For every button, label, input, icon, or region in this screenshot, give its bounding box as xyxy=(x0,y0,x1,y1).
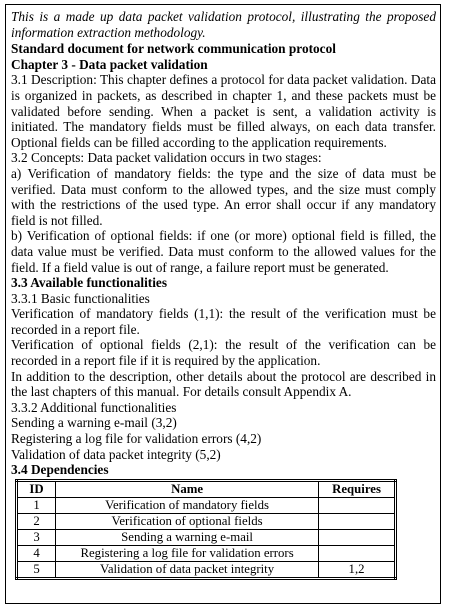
header-id: ID xyxy=(17,480,56,497)
row-name: Registering a log file for validation errors xyxy=(56,545,319,561)
header-name: Name xyxy=(56,480,319,497)
additional-functionality-2: Registering a log file for validation errors (4,2) xyxy=(11,431,262,447)
intro-note: This is a made up data packet validation protocol, illustrating the proposed information extraction methodology. xyxy=(11,9,436,40)
section-3-3-heading: 3.3 Available functionalities xyxy=(11,275,167,291)
concept-a-mandatory: a) Verification of mandatory fields: the type and the size of data must be verified. Data must conform to the allowed types, and the size must comply with the restrictions of the used type. An error shall occur if any mandatory field is not filled. xyxy=(11,165,436,228)
row-name: Sending a warning e-mail xyxy=(56,529,319,545)
basic-functionality-1: Verification of mandatory fields (1,1): the result of the verification must be recorded in a report file. xyxy=(11,306,436,337)
additional-details-note: In addition to the description, other details about the protocol are described in the last chapters of this manual. For details consult Appendix A. xyxy=(11,368,436,400)
row-name: Verification of optional fields xyxy=(56,513,319,529)
row-name: Verification of mandatory fields xyxy=(56,497,319,513)
section-3-3-1-heading: 3.3.1 Basic functionalities xyxy=(11,290,150,306)
table-row xyxy=(17,529,396,545)
dependencies-table xyxy=(15,479,397,580)
section-3-1-description: 3.1 Description: This chapter defines a protocol for data packet validation. Data is organized in packets, as described in chapter 1, and these packets must be validated before sending. When a packet is sent, a validation activity is initiated. The mandatory fields must be filled always, on each data transfer. Optional fields can be filled according to the application requirements. xyxy=(11,72,436,150)
row-id: 5 xyxy=(17,561,56,578)
row-id: 2 xyxy=(17,513,56,529)
document-title: Standard document for network communication protocol xyxy=(11,41,336,57)
row-requires xyxy=(319,513,396,529)
additional-functionality-3: Validation of data packet integrity (5,2) xyxy=(11,446,221,462)
section-3-4-heading: 3.4 Dependencies xyxy=(11,462,109,478)
section-3-2-concepts: 3.2 Concepts: Data packet validation occurs in two stages: xyxy=(11,150,322,166)
table-row xyxy=(17,545,396,561)
row-name: Validation of data packet integrity xyxy=(56,561,319,578)
row-requires xyxy=(319,545,396,561)
chapter-title: Chapter 3 - Data packet validation xyxy=(11,56,208,72)
section-3-3-2-heading: 3.3.2 Additional functionalities xyxy=(11,399,177,415)
row-requires xyxy=(319,529,396,545)
row-requires xyxy=(319,497,396,513)
table-row xyxy=(17,497,396,513)
row-requires: 1,2 xyxy=(319,561,396,578)
additional-functionality-1: Sending a warning e-mail (3,2) xyxy=(11,415,177,431)
table-row xyxy=(17,513,396,529)
document-frame xyxy=(5,4,441,604)
row-id: 4 xyxy=(17,545,56,561)
table-header-row xyxy=(17,480,396,497)
concept-b-optional: b) Verification of optional fields: if one (or more) optional field is filled, the data value must be verified. Data must conform to the allowed values for the field. If a field value is out of range, a failure report must be generated. xyxy=(11,228,436,275)
header-requires: Requires xyxy=(319,480,396,497)
row-id: 3 xyxy=(17,529,56,545)
table-row xyxy=(17,561,396,578)
basic-functionality-2: Verification of optional fields (2,1): the result of the verification can be recorded in a report file if it is required by the application. xyxy=(11,337,436,369)
row-id: 1 xyxy=(17,497,56,513)
